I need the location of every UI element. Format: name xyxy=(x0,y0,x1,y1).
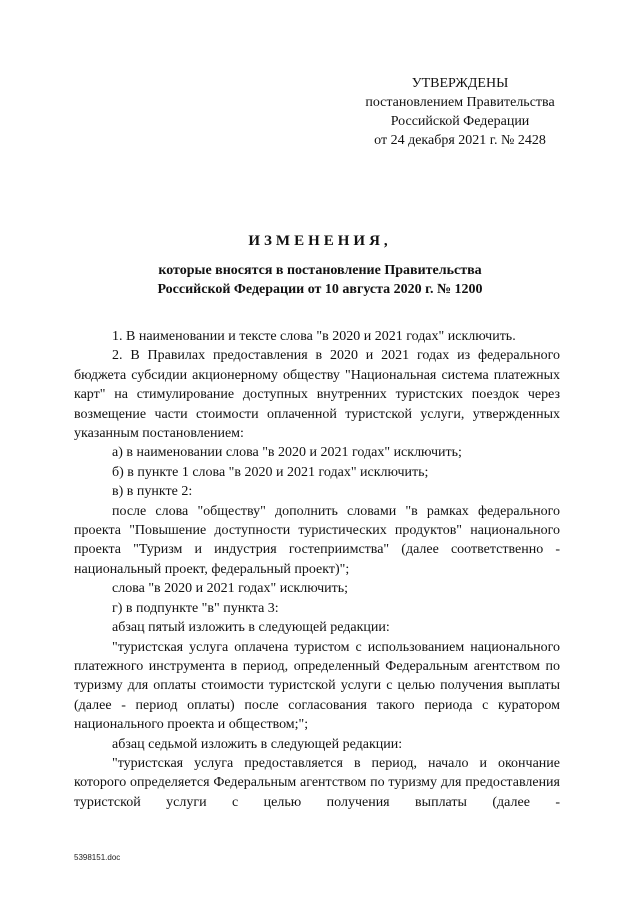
subheading-line: Российской Федерации от 10 августа 2020 г. № 1200 xyxy=(157,282,483,297)
document-subheading xyxy=(0,261,640,299)
approval-line: Российской Федерации xyxy=(390,114,530,129)
document-body xyxy=(74,327,560,812)
paragraph: после слова "обществу" дополнить словами "в рамках федерального проекта "Повышение доступности туристических продуктов" национального проекта "Туризм и индустрия гостеприимства" (далее соответственно - национальный проект, федеральный проект)"; xyxy=(74,503,560,577)
approval-line: от 24 декабря 2021 г. № 2428 xyxy=(374,133,546,148)
paragraph: в) в пункте 2: xyxy=(112,484,193,500)
paragraph: слова "в 2020 и 2021 годах" исключить; xyxy=(112,581,349,597)
paragraph: "туристская услуга предоставляется в период, начало и окончание которого определяется Федеральным агентством по туризму для предоставления туристской услуги с целью получения выплаты (далее - xyxy=(74,755,560,810)
paragraph: 1. В наименовании и тексте слова "в 2020 и 2021 годах" исключить. xyxy=(112,329,516,344)
paragraph: абзац седьмой изложить в следующей редакции: xyxy=(112,736,403,752)
paragraph: абзац пятый изложить в следующей редакции: xyxy=(112,620,390,636)
paragraph: "туристская услуга оплачена туристом с использованием национального платежного инструмента в период, определенный Федеральным агентством по туризму для оплаты стоимости туристской услуги с целью получения выплаты (далее - период оплаты) после согласования такого периода с куратором национального проекта и обществом;"; xyxy=(74,639,560,733)
paragraph: г) в подпункте "в" пункта 3: xyxy=(112,600,279,616)
subheading-line: которые вносятся в постановление Правительства xyxy=(158,263,482,278)
approval-block xyxy=(340,74,580,150)
approval-line: постановлением Правительства xyxy=(365,95,555,110)
file-reference: 5398151.doc xyxy=(74,853,121,862)
approval-title: УТВЕРЖДЕНЫ xyxy=(411,76,509,91)
paragraph: б) в пункте 1 слова "в 2020 и 2021 годах" исключить; xyxy=(112,464,429,480)
document-heading: ИЗМЕНЕНИЯ, xyxy=(248,233,392,249)
paragraph: 2. В Правилах предоставления в 2020 и 2021 годах из федерального бюджета субсидии акционерному обществу "Национальная система платежных карт" на стимулирование доступных внутренних туристских поездок через возмещение части стоимости оплаченной туристской услуги, утвержденных указанным постановлением: xyxy=(74,348,560,442)
paragraph: а) в наименовании слова "в 2020 и 2021 годах" исключить; xyxy=(112,445,462,461)
